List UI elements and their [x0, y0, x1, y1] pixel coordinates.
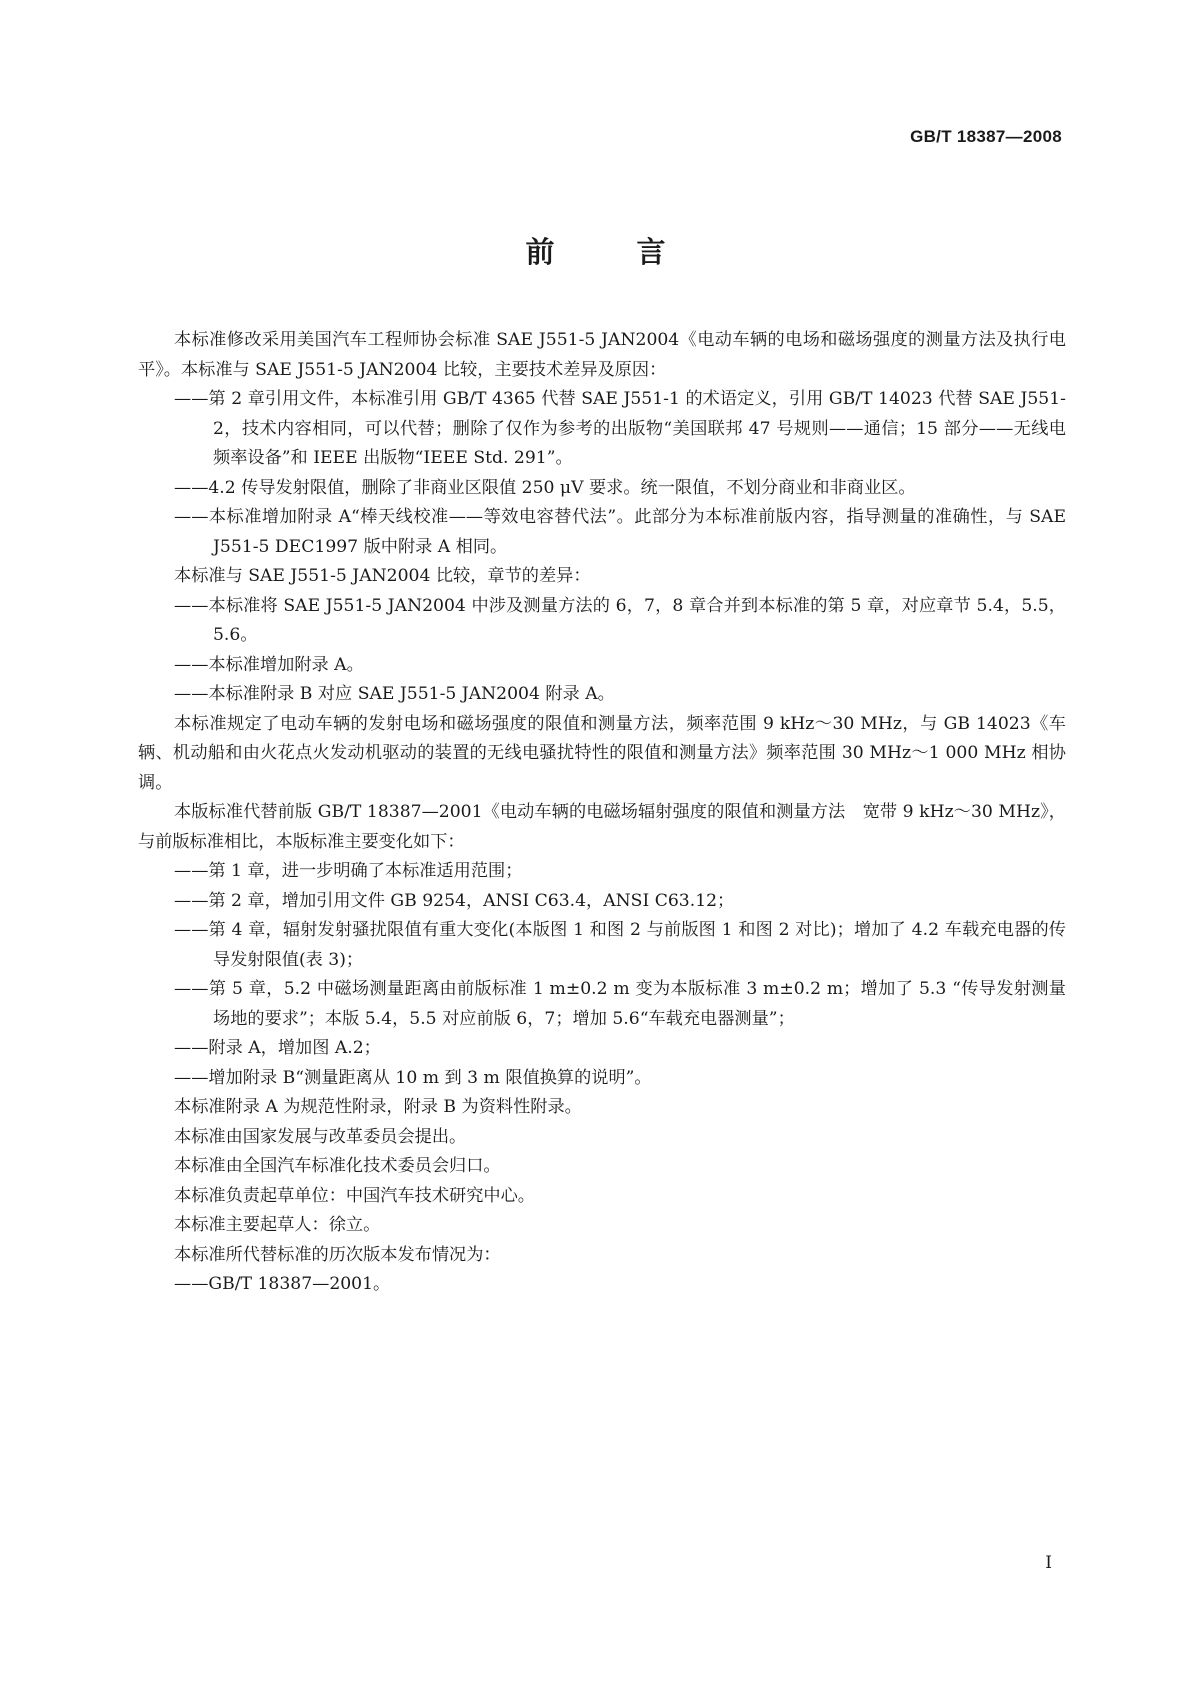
dash-item: ——第 5 章，5.2 中磁场测量距离由前版标准 1 m±0.2 m 变为本版标准 3 m±0.2 m；增加了 5.3 “传导发射测量场地的要求”；本版 5.4，5.5 对应前版 6，7；增加 5.6“车载充电器测量”；	[174, 979, 1066, 1029]
paragraph: 本标准主要起草人：徐立。	[174, 1215, 381, 1235]
dash-item: ——第 4 章，辐射发射骚扰限值有重大变化(本版图 1 和图 2 与前版图 1 和图 2 对比)；增加了 4.2 车载充电器的传导发射限值(表 3)；	[174, 920, 1066, 970]
page-title: 前 言	[525, 235, 702, 269]
paragraph: 本标准与 SAE J551-5 JAN2004 比较，章节的差异：	[174, 566, 591, 586]
page-number: I	[1045, 1553, 1052, 1573]
dash-item: ——4.2 传导发射限值，删除了非商业区限值 250 μV 要求。统一限值，不划分商业和非商业区。	[174, 477, 916, 498]
dash-item: ——增加附录 B“测量距离从 10 m 到 3 m 限值换算的说明”。	[174, 1067, 652, 1088]
dash-item: ——第 2 章，增加引用文件 GB 9254，ANSI C63.4，ANSI C63.12；	[174, 890, 735, 911]
paragraph: 本版标准代替前版 GB/T 18387—2001《电动车辆的电磁场辐射强度的限值和测量方法 宽带 9 kHz～30 MHz》，与前版标准相比，本版标准主要变化如下：	[138, 802, 1066, 852]
dash-item: ——本标准将 SAE J551-5 JAN2004 中涉及测量方法的 6，7，8 章合并到本标准的第 5 章，对应章节 5.4，5.5，5.6。	[174, 595, 1066, 645]
dash-item: ——第 1 章，进一步明确了本标准适用范围；	[174, 861, 523, 881]
dash-item: ——GB/T 18387—2001。	[174, 1274, 391, 1294]
paragraph: 本标准负责起草单位：中国汽车技术研究中心。	[174, 1185, 535, 1206]
dash-item: ——本标准增加附录 A。	[174, 654, 364, 675]
dash-item: ——本标准增加附录 A“棒天线校准——等效电容替代法”。此部分为本标准前版内容，指导测量的准确性，与 SAE J551-5 DEC1997 版中附录 A 相同。	[174, 507, 1066, 557]
paragraph: 本标准附录 A 为规范性附录，附录 B 为资料性附录。	[174, 1097, 582, 1117]
dash-item: ——第 2 章引用文件，本标准引用 GB/T 4365 代替 SAE J551-1 的术语定义，引用 GB/T 14023 代替 SAE J551-2，技术内容相同，可以代替；删除了仅作为参考的出版物“美国联邦 47 号规则——通信；15 部分——无线电频率设备”和 IEEE 出版物“IEEE Std. 291”。	[174, 389, 1066, 468]
dash-item: ——本标准附录 B 对应 SAE J551-5 JAN2004 附录 A。	[174, 684, 615, 704]
standard-number: GB/T 18387—2008	[910, 127, 1062, 146]
paragraph: 本标准规定了电动车辆的发射电场和磁场强度的限值和测量方法，频率范围 9 kHz～30 MHz，与 GB 14023《车辆、机动船和由火花点火发动机驱动的装置的无线电骚扰特性的限值和测量方法》频率范围 30 MHz～1 000 MHz 相协调。	[138, 713, 1066, 793]
paragraph: 本标准修改采用美国汽车工程师协会标准 SAE J551-5 JAN2004《电动车辆的电场和磁场强度的测量方法及执行电平》。本标准与 SAE J551-5 JAN2004 比较，主要技术差异及原因：	[138, 330, 1066, 380]
paragraph: 本标准所代替标准的历次版本发布情况为：	[174, 1244, 501, 1265]
foreword-body	[138, 326, 1066, 1300]
dash-item: ——附录 A，增加图 A.2；	[174, 1038, 381, 1058]
paragraph: 本标准由全国汽车标准化技术委员会归口。	[174, 1156, 501, 1176]
paragraph: 本标准由国家发展与改革委员会提出。	[174, 1126, 467, 1147]
